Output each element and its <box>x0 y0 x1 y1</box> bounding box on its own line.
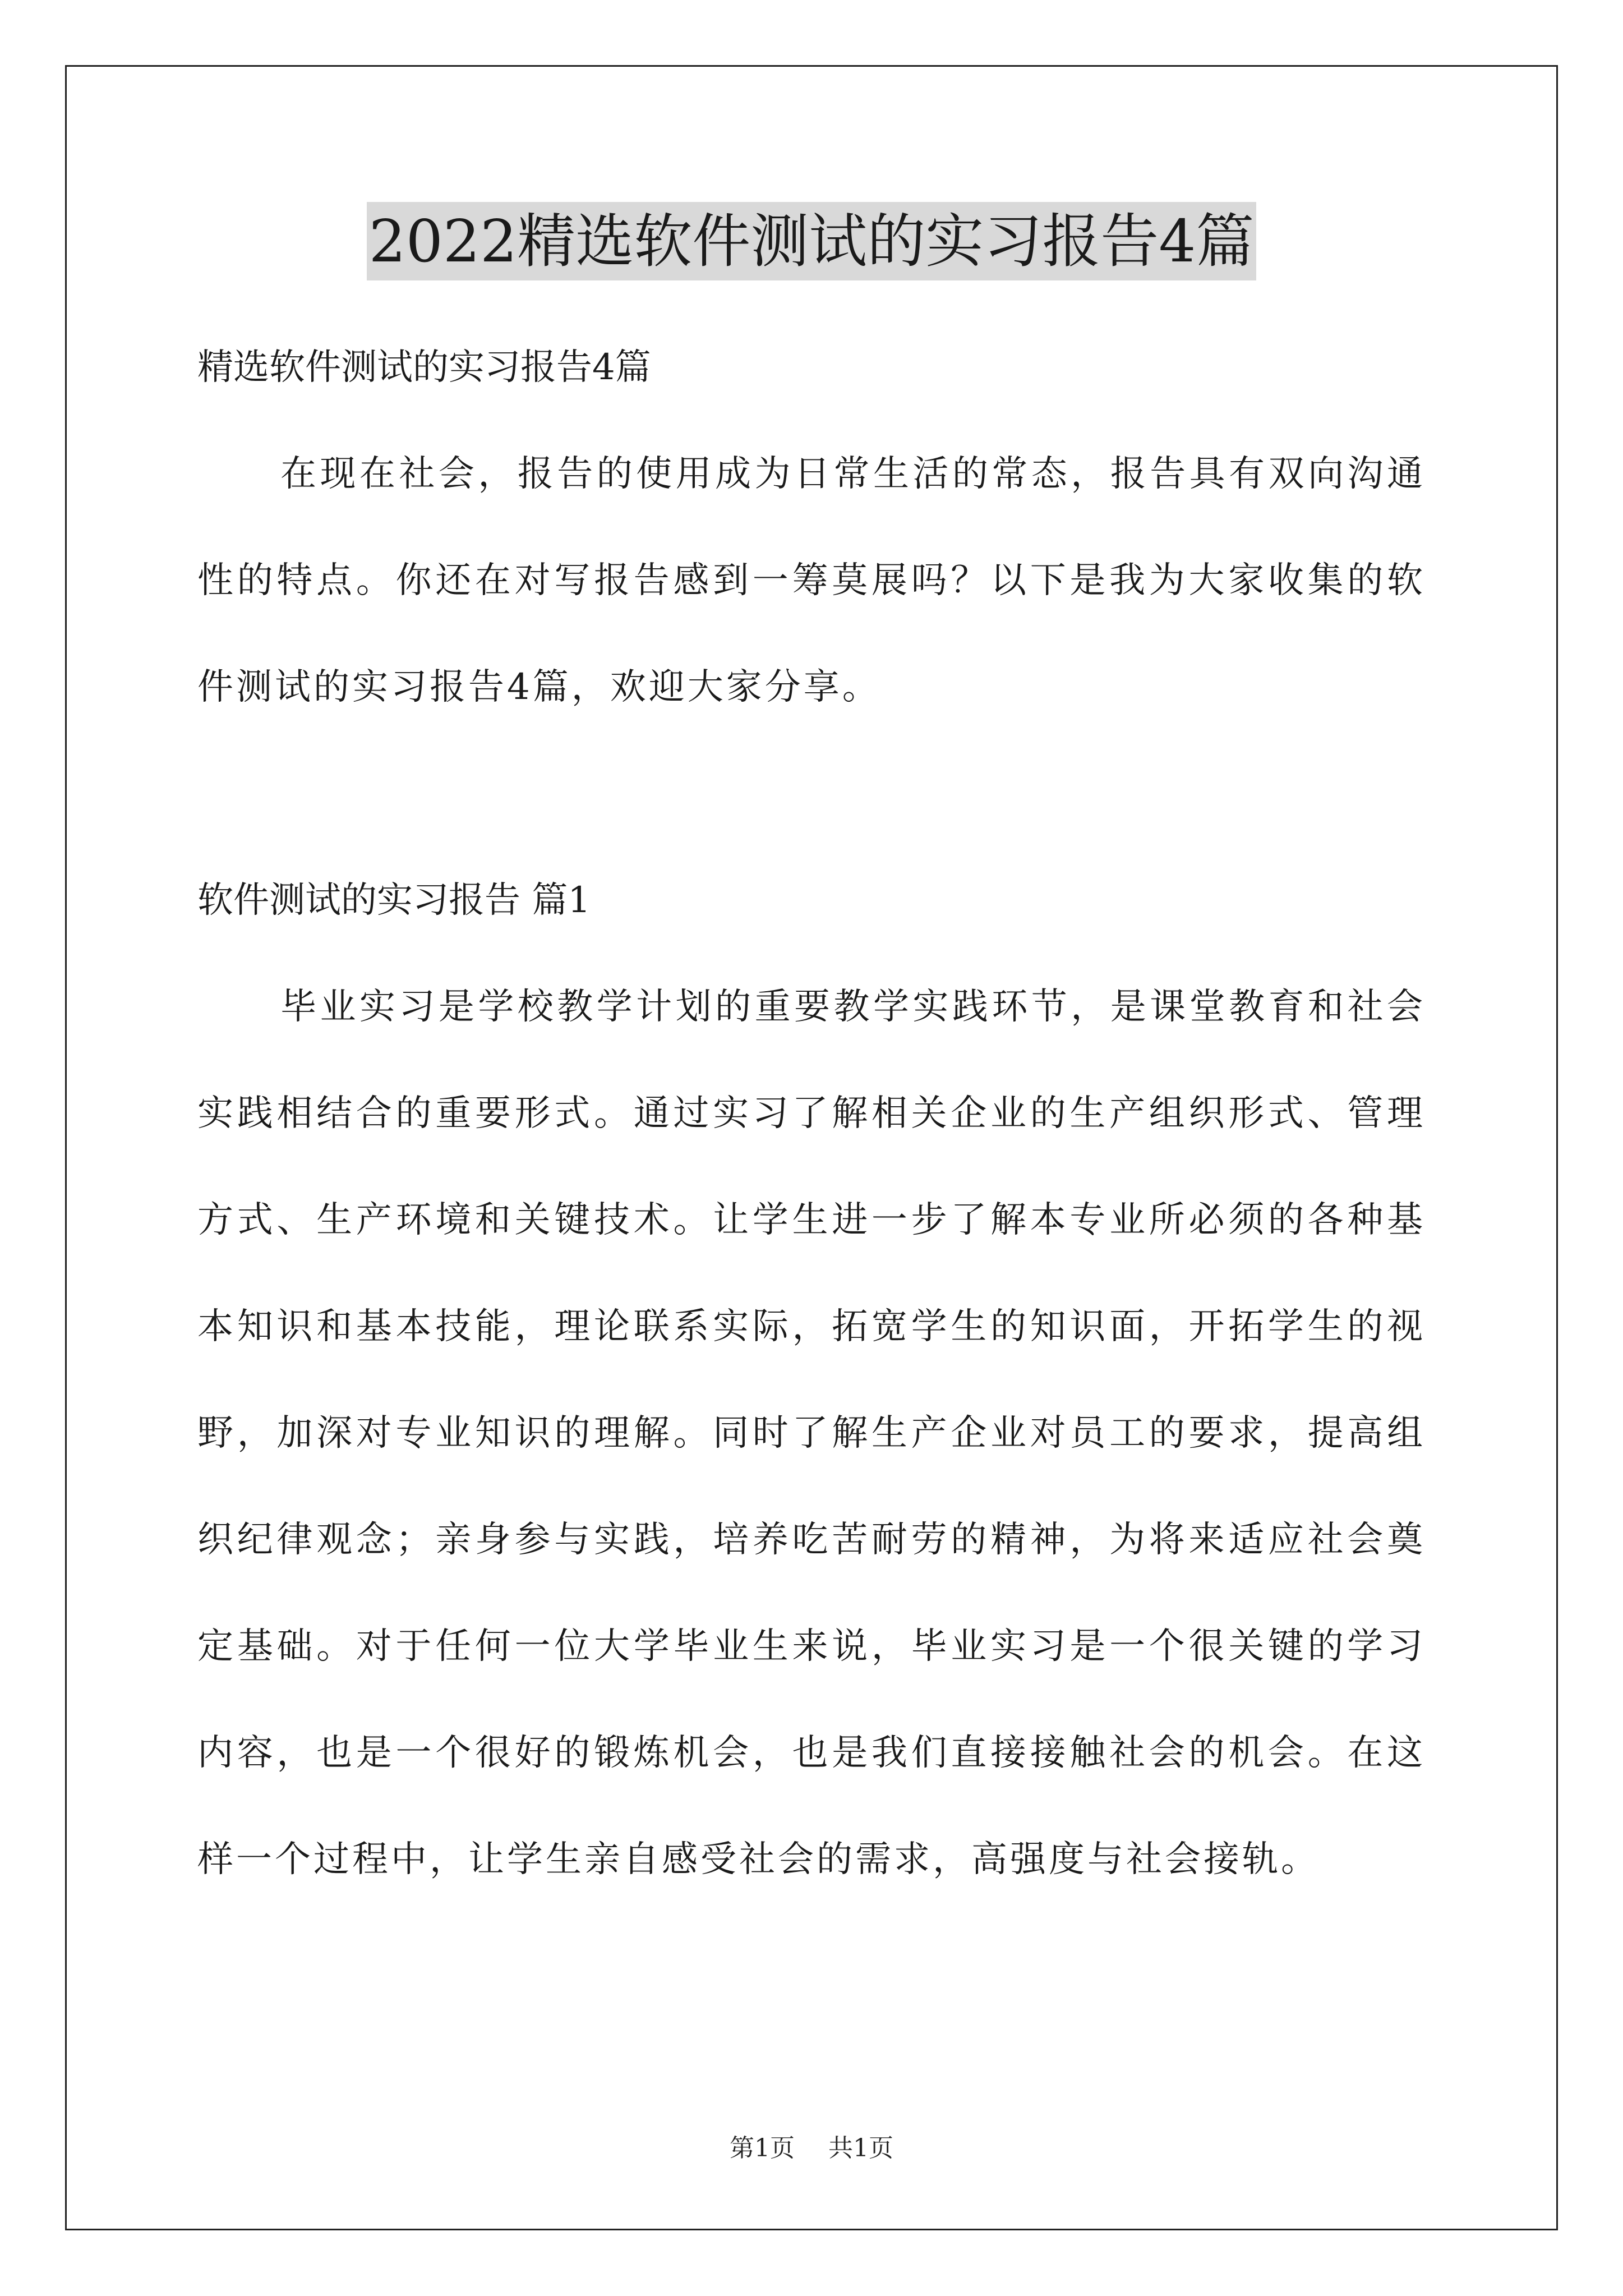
document-title-text: 2022精选软件测试的实习报告4篇 <box>367 202 1257 280</box>
page-number: 第1页 <box>730 2134 795 2162</box>
page-footer <box>0 2132 1623 2165</box>
document-body <box>197 314 1426 1913</box>
document-title <box>0 202 1623 298</box>
paragraph-spacer <box>197 740 1426 847</box>
intro-paragraph: 在现在社会，报告的使用成为日常生活的常态，报告具有双向沟通性的特点。你还在对写报告感到一筹莫展吗？以下是我为大家收集的软件测试的实习报告4篇，欢迎大家分享。 <box>197 453 1426 708</box>
section-paragraph: 毕业实习是学校教学计划的重要教学实践环节，是课堂教育和社会实践相结合的重要形式。通过实习了解相关企业的生产组织形式、管理方式、生产环境和关键技术。让学生进一步了解本专业所必须的各种基本知识和基本技能，理论联系实际，拓宽学生的知识面，开拓学生的视野，加深对专业知识的理解。同时了解生产企业对员工的要求，提高组织纪律观念；亲身参与实践，培养吃苦耐劳的精神，为将来适应社会奠定基础。对于任何一位大学毕业生来说，毕业实习是一个很关键的学习内容，也是一个很好的锻炼机会，也是我们直接接触社会的机会。在这样一个过程中，让学生亲自感受社会的需求，高强度与社会接轨。 <box>197 986 1426 1880</box>
page-total: 共1页 <box>828 2134 893 2162</box>
document-subtitle: 精选软件测试的实习报告4篇 <box>197 347 651 388</box>
section-heading: 软件测试的实习报告 篇1 <box>197 880 591 921</box>
